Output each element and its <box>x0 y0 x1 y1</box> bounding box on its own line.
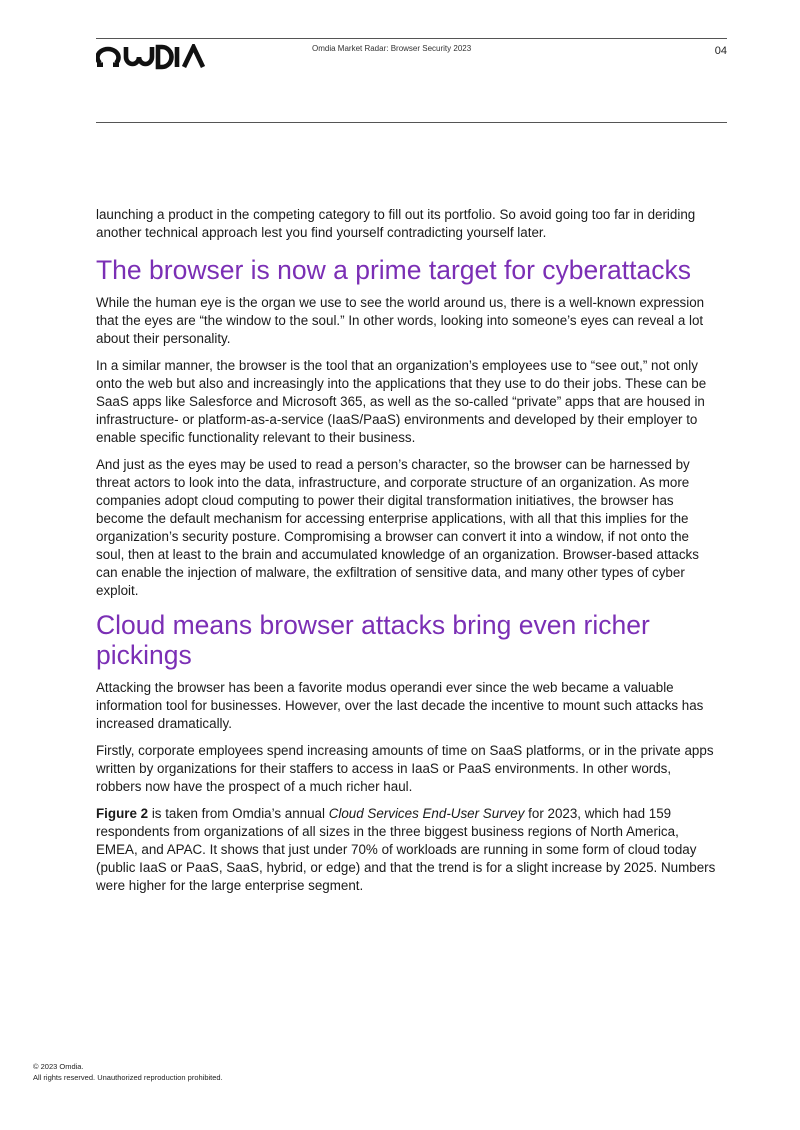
header-top-rule <box>96 38 727 39</box>
body-paragraph: While the human eye is the organ we use to see the world around us, there is a well-known expression that the eyes are “the window to the soul.” In other words, looking into someone’s eyes can reveal a lot about their personality. <box>96 295 705 346</box>
body-paragraph: launching a product in the competing category to fill out its portfolio. So avoid going too far in deriding another technical approach lest you find yourself contradicting yourself later. <box>96 207 696 240</box>
body-text: for 2023, which had 159 respondents from organizations of all sizes in the three biggest business regions of North America, EMEA, and APAC. It shows that just under 70% of workloads are running in some form of cloud today (public IaaS or PaaS, SaaS, hybrid, or edge) and that the trend is for a slight increase by 2025. Numbers were higher for the large enterprise segment. <box>96 806 716 893</box>
copyright-line: © 2023 Omdia. <box>33 1062 84 1071</box>
body-paragraph: In a similar manner, the browser is the tool that an organization’s employees use to “see out,” not only onto the web but also and increasingly into the applications that they use to do their jobs. These can be SaaS apps like Salesforce and Microsoft 365, as well as the so-called “private” apps that are housed in infrastructure- or platform-as-a-service (IaaS/PaaS) environments and developed by their employer to enable specific functionality relevant to their business. <box>96 358 707 445</box>
body-text: is taken from Omdia’s annual <box>148 806 329 821</box>
rights-line: All rights reserved. Unauthorized reproduction prohibited. <box>33 1073 223 1082</box>
body-paragraph: And just as the eyes may be used to read a person’s character, so the browser can be harnessed by threat actors to look into the data, infrastructure, and corporate structure of an organization. As more companies adopt cloud computing to power their digital transformation initiatives, the browser has become the default mechanism for accessing enterprise applications, with all that this implies for the organization’s security posture. Compromising a browser can convert it into a window, if not onto the soul, then at least to the brain and accumulated knowledge of an organization. Browser-based attacks can enable the injection of malware, the exfiltration of sensitive data, and many other types of cyber exploit. <box>96 457 699 598</box>
header-bottom-rule <box>96 122 727 123</box>
report-title: Omdia Market Radar: Browser Security 2023 <box>312 44 472 53</box>
page-footer <box>33 1061 223 1083</box>
section-heading-cloud-attacks: Cloud means browser attacks bring even richer pickings <box>96 610 650 670</box>
section-heading-browser-target: The browser is now a prime target for cyberattacks <box>96 255 692 285</box>
page-body <box>96 206 718 904</box>
body-paragraph: Attacking the browser has been a favorite modus operandi ever since the web became a valuable information tool for businesses. However, over the last decade the incentive to mount such attacks has increased dramatically. <box>96 680 704 731</box>
page-number: 04 <box>714 45 727 57</box>
body-paragraph: Firstly, corporate employees spend increasing amounts of time on SaaS platforms, or in the private apps written by organizations for their staffers to access in IaaS or PaaS environments. In other words, robbers now have the prospect of a much richer haul. <box>96 743 714 794</box>
survey-title: Cloud Services End-User Survey <box>328 806 525 821</box>
omdia-logo <box>96 44 206 70</box>
body-paragraph-figure-reference <box>96 805 718 895</box>
figure-reference: Figure 2 <box>96 806 149 821</box>
